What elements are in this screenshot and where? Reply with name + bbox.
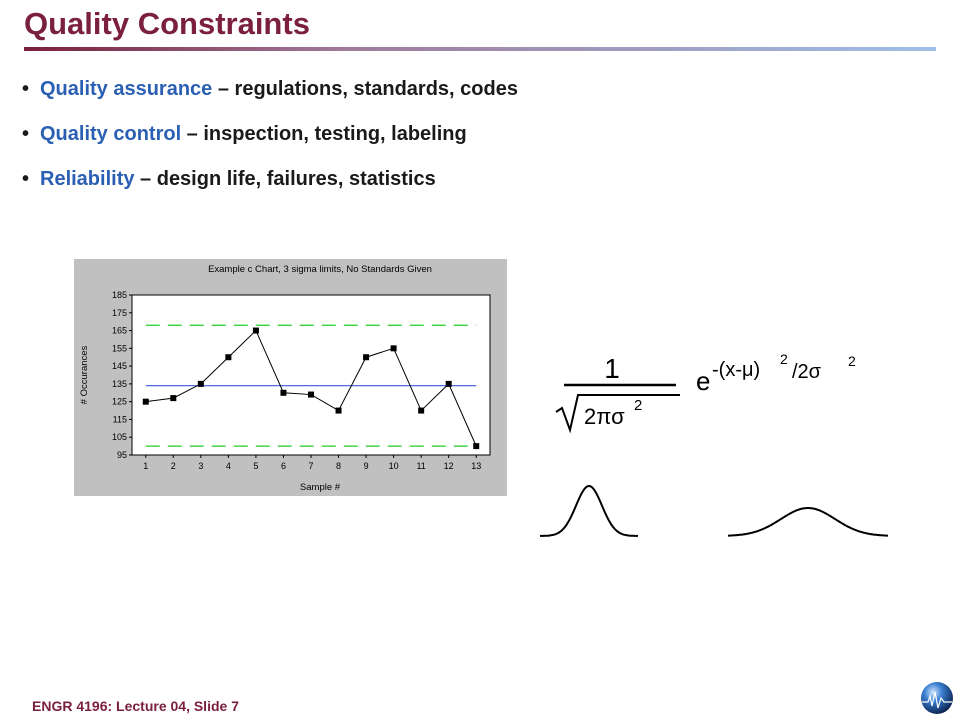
x-tick-label: 5 [253, 461, 259, 471]
title-underline [24, 47, 936, 51]
bullet-term: Quality control [40, 123, 182, 145]
data-point [143, 399, 149, 405]
slide-title: Quality Constraints [24, 6, 310, 41]
bullet-item [22, 164, 518, 209]
data-point [280, 390, 286, 396]
radicand-exponent: 2 [634, 397, 643, 414]
data-point [308, 392, 314, 398]
y-axis-ticks [112, 290, 132, 460]
x-axis-ticks [143, 455, 481, 471]
x-tick-label: 4 [225, 461, 231, 471]
data-point [418, 408, 424, 414]
x-tick-label: 10 [388, 461, 399, 471]
y-tick-label: 155 [111, 343, 127, 354]
data-point [170, 395, 176, 401]
y-tick-label: 105 [111, 432, 127, 443]
x-tick-label: 9 [363, 461, 369, 471]
x-tick-label: 13 [471, 461, 482, 471]
globe-logo-icon [919, 680, 955, 716]
formula-numerator: 1 [604, 353, 620, 384]
data-point [225, 354, 231, 360]
bullet-dot: • [22, 123, 30, 145]
data-point [473, 443, 479, 449]
bullet-term: Quality assurance [40, 78, 213, 100]
bullet-text: – design life, failures, statistics [134, 168, 436, 190]
y-tick-label: 125 [111, 396, 127, 407]
bullet-list [22, 74, 518, 209]
c-chart-panel [74, 259, 507, 496]
x-tick-label: 2 [170, 461, 176, 471]
y-axis-label: # Occurances [79, 345, 90, 405]
bullet-text: – regulations, standards, codes [212, 78, 518, 100]
exp-denominator: /2σ [792, 361, 822, 383]
x-tick-label: 12 [443, 461, 454, 471]
narrow-normal-curve [540, 486, 638, 536]
exp-numerator-power: 2 [780, 351, 788, 367]
data-point [336, 408, 342, 414]
x-tick-label: 3 [198, 461, 204, 471]
data-point [198, 381, 204, 387]
y-tick-label: 145 [111, 361, 127, 372]
slide-footer: ENGR 4196: Lecture 04, Slide 7 [32, 698, 239, 714]
y-tick-label: 115 [112, 414, 127, 425]
bullet-term: Reliability [40, 168, 135, 190]
x-tick-label: 1 [143, 461, 149, 471]
exp-base: e [696, 366, 711, 396]
distribution-curves [536, 478, 896, 548]
x-tick-label: 8 [336, 461, 342, 471]
bullet-dot: • [22, 168, 30, 190]
x-tick-label: 6 [280, 461, 286, 471]
data-point [363, 354, 369, 360]
exp-expression: -(x-μ) [712, 359, 761, 381]
x-tick-label: 11 [416, 461, 426, 471]
plot-area [132, 295, 490, 455]
y-tick-label: 165 [111, 325, 127, 336]
data-point [391, 345, 397, 351]
x-axis-label: Sample # [299, 482, 341, 493]
x-tick-label: 7 [308, 461, 314, 471]
y-tick-label: 185 [111, 290, 127, 300]
y-tick-label: 95 [116, 450, 127, 460]
data-point [446, 381, 452, 387]
bullet-text: – inspection, testing, labeling [181, 123, 467, 145]
y-tick-label: 175 [111, 307, 127, 318]
c-chart [74, 259, 507, 496]
chart-title: Example c Chart, 3 sigma limits, No Standards Given [208, 264, 432, 275]
bullet-item [22, 74, 518, 119]
exp-denominator-power: 2 [848, 353, 856, 369]
formula-radicand: 2πσ [584, 404, 625, 429]
gaussian-formula [530, 340, 890, 440]
bullet-dot: • [22, 78, 30, 100]
y-tick-label: 135 [111, 378, 127, 389]
bullet-item [22, 119, 518, 164]
data-point [253, 328, 259, 334]
wide-normal-curve [728, 508, 888, 536]
